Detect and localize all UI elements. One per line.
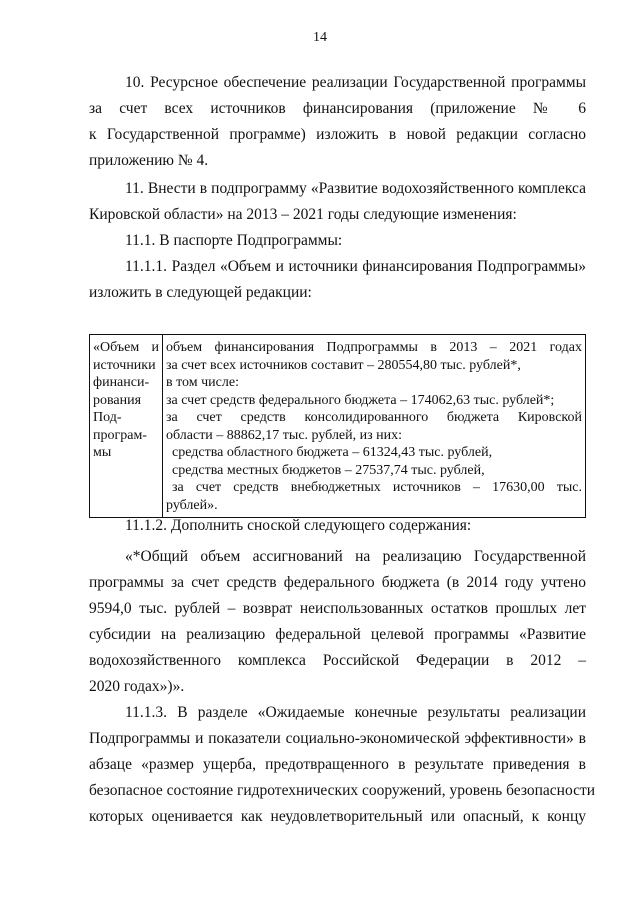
text-line: 11.1.3. В разделе «Ожидаемые конечные результаты реализации <box>125 704 586 721</box>
text-line: 9594,0 тыс. рублей – возврат неиспользованных остатков прошлых лет <box>89 600 586 617</box>
text-line: водохозяйственного комплекса Российской Федерации в 2012 – <box>89 652 586 669</box>
table-row <box>90 335 586 518</box>
text-line: безопасное состояние гидротехнических сооружений, уровень безопасности <box>89 782 596 799</box>
cell-line: области – 88862,17 тыс. рублей, из них: <box>166 427 403 443</box>
table-cell-label <box>90 335 163 518</box>
text-line: изложить в следующей редакции: <box>89 284 312 301</box>
table-cell-value <box>163 335 586 518</box>
text-line: приложению № 4. <box>89 152 209 169</box>
text-line: программы за счет средств федерального бюджета (в 2014 году учтено <box>89 574 586 591</box>
text-line: Подпрограммы и показатели социально-экономической эффективности» в <box>89 730 586 747</box>
cell-line: за счет средств внебюджетных источников – 17630,00 тыс. <box>172 480 582 495</box>
cell-line: рублей». <box>166 497 218 513</box>
cell-line: средства областного бюджета – 61324,43 тыс. рублей, <box>172 445 493 460</box>
cell-line: средства местных бюджетов – 27537,74 тыс. рублей, <box>172 462 485 478</box>
cell-line: финанси- <box>93 375 150 390</box>
footnote-text <box>89 544 586 700</box>
passport-table <box>89 334 586 518</box>
paragraph-11-1-1 <box>89 254 586 306</box>
paragraph-11-1 <box>89 228 586 254</box>
cell-line: объем финансирования Подпрограммы в 2013 – 2021 годах <box>166 340 582 355</box>
text-line: 10. Ресурсное обеспечение реализации Государственной программы <box>125 74 586 91</box>
cell-line: за счет средств консолидированного бюджета Кировской <box>166 410 582 425</box>
text-line: за счет всех источников финансирования (приложение № 6 <box>89 100 586 117</box>
text-line: 2020 годах»)». <box>89 678 185 695</box>
cell-line: рования <box>93 392 142 408</box>
text-line: 11.1. В паспорте Подпрограммы: <box>125 232 343 249</box>
text-line: «*Общий объем ассигнований на реализацию Государственной <box>125 548 586 565</box>
cell-line: источники <box>93 357 156 373</box>
text-line: субсидии на реализацию федеральной целевой программы «Развитие <box>89 626 586 643</box>
paragraph-11-1-2 <box>89 513 586 539</box>
paragraph-11-1-3 <box>89 700 596 830</box>
page-number: 14 <box>313 30 327 45</box>
text-line: 11.1.1. Раздел «Объем и источники финансирования Подпрограммы» <box>125 258 586 275</box>
cell-line: в том числе: <box>166 375 239 390</box>
paragraph-11 <box>89 176 586 228</box>
cell-line: програм- <box>93 427 147 443</box>
cell-line: за счет средств федерального бюджета – 174062,63 тыс. рублей*; <box>166 392 555 408</box>
cell-line: Под- <box>93 410 122 425</box>
text-line: 11.1.2. Дополнить сноской следующего содержания: <box>125 517 472 534</box>
text-line: к Государственной программе) изложить в новой редакции согласно <box>89 126 586 143</box>
cell-line: за счет всех источников составит – 280554,80 тыс. рублей*, <box>166 357 521 373</box>
cell-line: мы <box>93 445 112 460</box>
cell-line: «Объем и <box>93 340 159 355</box>
text-line: 11. Внести в подпрограмму «Развитие водохозяйственного комплекса <box>125 180 586 197</box>
text-line: которых оценивается как неудовлетворительный или опасный, к концу <box>89 808 586 825</box>
text-line: абзаце «размер ущерба, предотвращенного в результате приведения в <box>89 756 586 773</box>
paragraph-10 <box>89 70 586 174</box>
text-line: Кировской области» на 2013 – 2021 годы следующие изменения: <box>89 206 517 223</box>
